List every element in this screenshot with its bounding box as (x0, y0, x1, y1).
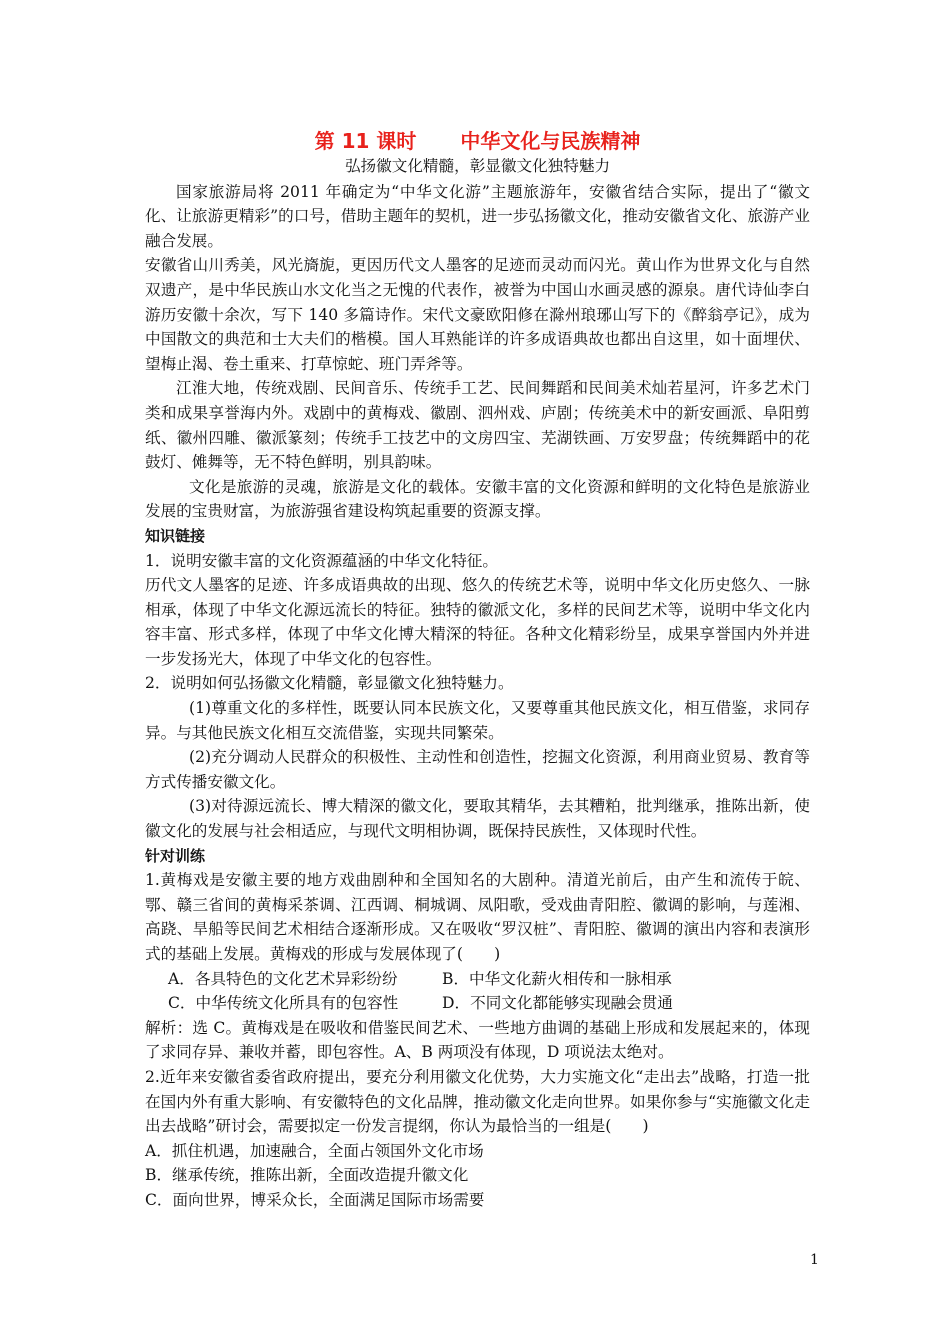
title-lesson: 第 11 课时 (314, 129, 417, 153)
option-b: B．中华文化薪火相传和一脉相承 (442, 969, 672, 988)
training-heading: 针对训练 (145, 846, 206, 865)
page-title (145, 128, 810, 154)
knowledge-question-2: 2．说明如何弘扬徽文化精髓，彰显徽文化独特魅力。 (145, 674, 514, 693)
knowledge-answer-2-point-1: (1)尊重文化的多样性，既要认同本民族文化，又要尊重其他民族文化，相互借鉴，求同存异。与其他民族文化相互交流借鉴，实现共同繁荣。 (145, 699, 810, 742)
intro-paragraph-4: 文化是旅游的灵魂，旅游是文化的载体。安徽丰富的文化资源和鲜明的文化特色是旅游业发展的宝贵财富，为旅游强省建设构筑起重要的资源支撑。 (145, 477, 810, 521)
training-question-2: 2.近年来安徽省委省政府提出，要充分利用徽文化优势，大力实施文化“走出去”战略，打造一批在国内外有重大影响、有安徽特色的文化品牌，推动徽文化走向世界。如果你参与“实施徽文化走出去战略”研讨会，需要拟定一份发言提纲，你认为最恰当的一组是( ) (145, 1067, 810, 1136)
knowledge-heading: 知识链接 (145, 526, 206, 545)
intro-paragraph-2: 安徽省山川秀美，风光旖旎，更因历代文人墨客的足迹而灵动而闪光。黄山作为世界文化与自然双遗产，是中华民族山水文化当之无愧的代表作，被誉为中国山水画灵感的源泉。唐代诗仙李白游历安徽十余次，写下 140 多篇诗作。宋代文豪欧阳修在滁州琅琊山写下的《醉翁亭记》，成为中国散文的典范和士大夫们的楷模。国人耳熟能详的许多成语典故也都出自这里，如十面埋伏、望梅止渴、卷土重来、打草惊蛇、班门弄斧等。 (145, 256, 810, 373)
question-2-option-a: A．抓住机遇，加速融合，全面占领国外文化市场 (145, 1141, 484, 1160)
question-2-option-b: B．继承传统，推陈出新，全面改造提升徽文化 (145, 1166, 469, 1185)
knowledge-answer-2-point-2: (2)充分调动人民群众的积极性、主动性和创造性，挖掘文化资源，利用商业贸易、教育等方式传播安徽文化。 (145, 748, 810, 791)
intro-paragraph-3: 江淮大地，传统戏剧、民间音乐、传统手工艺、民间舞蹈和民间美术灿若星河，许多艺术门类和成果享誉海内外。戏剧中的黄梅戏、徽剧、泗州戏、庐剧；传统美术中的新安画派、阜阳剪纸、徽州四雕、徽派篆刻；传统手工技艺中的文房四宝、芜湖铁画、万安罗盘；传统舞蹈中的花鼓灯、傩舞等，无不特色鲜明，别具韵味。 (145, 379, 810, 472)
question-1-options-row-1 (145, 967, 810, 992)
knowledge-question-1: 1．说明安徽丰富的文化资源蕴涵的中华文化特征。 (145, 551, 498, 570)
intro-paragraph-1: 国家旅游局将 2011 年确定为“中华文化游”主题旅游年，安徽省结合实际，提出了“徽文化、让旅游更精彩”的口号，借助主题年的契机，进一步弘扬徽文化，推动安徽省文化、旅游产业融合发展。 (145, 182, 810, 250)
option-d: D．不同文化都能够实现融会贯通 (442, 994, 673, 1013)
question-1-analysis: 解析：选 C。黄梅戏是在吸收和借鉴民间艺术、一些地方曲调的基础上形成和发展起来的，体现了求同存异、兼收并蓄，即包容性。A、B 两项没有体现，D 项说法太绝对。 (145, 1018, 810, 1062)
question-1-options-row-2 (145, 991, 810, 1016)
document-body (145, 128, 810, 1213)
page-number: 1 (810, 1252, 819, 1268)
option-a: A．各具特色的文化艺术异彩纷纷 (168, 969, 398, 988)
knowledge-answer-1: 历代文人墨客的足迹、许多成语典故的出现、悠久的传统艺术等，说明中华文化历史悠久、一脉相承，体现了中华文化源远流长的特征。独特的徽派文化，多样的民间艺术等，说明中华文化内容丰富、形式多样，体现了中华文化博大精深的特征。各种文化精彩纷呈，成果享誉国内外并进一步发扬光大，体现了中华文化的包容性。 (145, 576, 810, 668)
title-topic: 中华文化与民族精神 (460, 129, 641, 153)
knowledge-answer-2-point-3: (3)对待源远流长、博大精深的徽文化，要取其精华，去其糟粕，批判继承，推陈出新，使徽文化的发展与社会相适应，与现代文明相协调，既保持民族性，又体现时代性。 (145, 797, 810, 841)
option-c: C．中华传统文化所具有的包容性 (168, 994, 399, 1013)
question-2-option-c: C．面向世界，博采众长，全面满足国际市场需要 (145, 1190, 485, 1209)
training-question-1: 1.黄梅戏是安徽主要的地方戏曲剧种和全国知名的大剧种。清道光前后，由产生和流传于皖、鄂、赣三省间的黄梅采茶调、江西调、桐城调、凤阳歌，受戏曲青阳腔、徽调的影响，与莲湘、高跷、旱船等民间艺术相结合逐渐形成。又在吸收“罗汉桩”、青阳腔、徽调的演出内容和表演形式的基础上发展。黄梅戏的形成与发展体现了( ) (145, 871, 810, 963)
subtitle: 弘扬徽文化精髓，彰显徽文化独特魅力 (344, 157, 611, 175)
